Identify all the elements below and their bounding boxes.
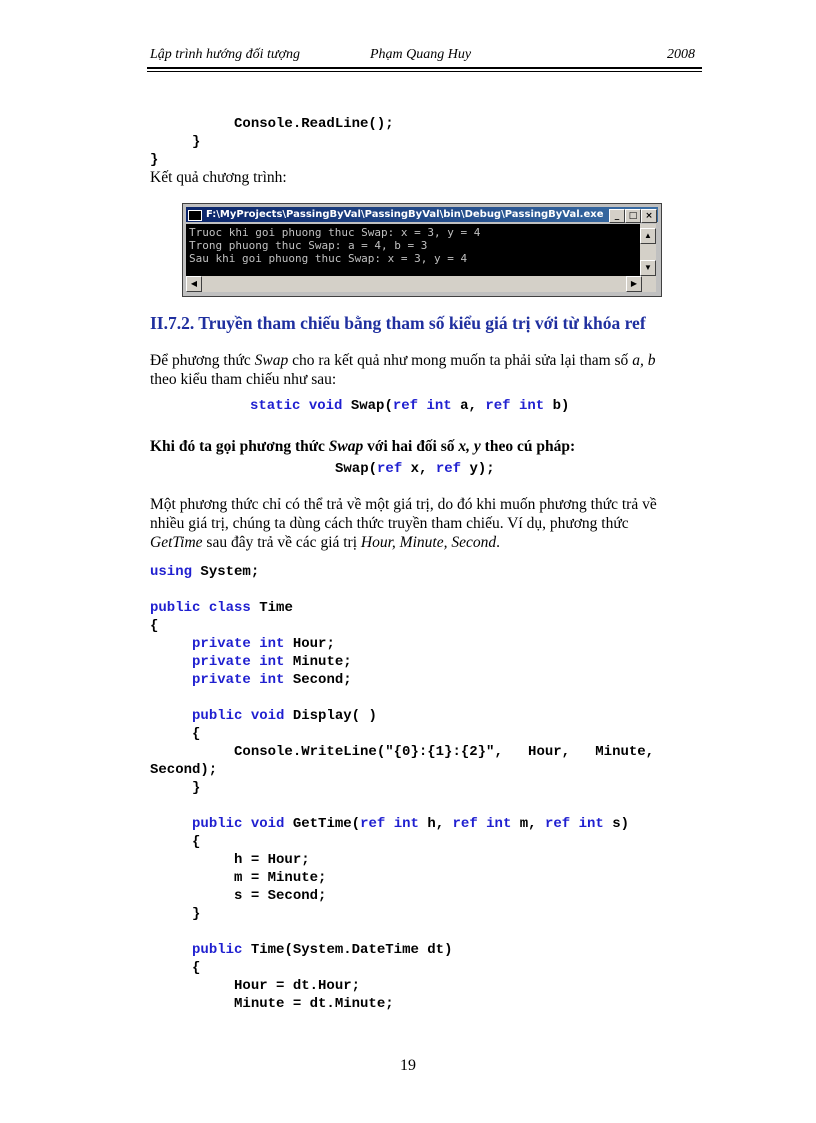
code-text: x,	[410, 461, 428, 477]
code-line: {	[150, 834, 201, 850]
console-line: Sau khi goi phuong thuc Swap: x = 3, y = 4	[189, 252, 468, 265]
code-line: {	[150, 618, 159, 634]
code-line: private int Second;	[192, 672, 352, 688]
arg-names: x, y	[458, 438, 481, 455]
header-center: Phạm Quang Huy	[370, 47, 472, 62]
bold-text: với hai đối số	[363, 438, 459, 455]
code-keyword: ref	[485, 398, 511, 414]
minimize-button[interactable]: _	[609, 209, 625, 223]
para-text: sau đây trả về các giá trị	[202, 534, 361, 551]
para-text: Để phương thức	[150, 352, 255, 369]
code-keyword: ref	[392, 398, 419, 414]
code-line: }	[150, 780, 201, 796]
code-line: Console.ReadLine();	[150, 116, 394, 132]
para-line	[150, 533, 695, 552]
code-line: private int Hour;	[192, 636, 335, 652]
code-line: {	[150, 726, 201, 742]
para-line: Một phương thức chỉ có thể trả về một giá trị, do đó khi muốn phương thức trả về	[150, 496, 657, 513]
code-class-listing	[150, 563, 654, 1013]
code-line: Second);	[150, 762, 218, 778]
para-text: theo kiểu tham chiếu như sau:	[150, 371, 337, 388]
scroll-left-icon[interactable]: ◀	[186, 276, 202, 292]
console-line: Trong phuong thuc Swap: a = 4, b = 3	[189, 239, 428, 252]
scroll-up-icon[interactable]: ▲	[640, 228, 656, 244]
console-window	[182, 203, 662, 297]
code-signature	[250, 397, 569, 415]
header-right: 2008	[667, 47, 695, 62]
code-text: a,	[460, 398, 477, 414]
value-names: Hour, Minute, Second	[360, 534, 497, 551]
scroll-right-icon[interactable]: ▶	[626, 276, 642, 292]
code-keyword: int	[518, 398, 545, 414]
method-name: Swap	[328, 438, 364, 455]
code-line: Minute = dt.Minute;	[150, 996, 394, 1012]
code-line: {	[150, 960, 201, 976]
maximize-button[interactable]: □	[625, 209, 641, 223]
code-line	[150, 797, 654, 815]
code-line: Console.WriteLine("{0}:{1}:{2}", Hour, Minute,	[150, 744, 655, 760]
code-text: y);	[469, 461, 495, 477]
result-label: Kết quả chương trình:	[150, 169, 287, 186]
method-name: Swap	[254, 352, 289, 369]
code-line: }	[150, 134, 201, 150]
para-text: .	[496, 534, 500, 551]
bold-text: theo cú pháp:	[480, 438, 576, 455]
header-rule-thin	[147, 71, 702, 72]
code-line: public Time(System.DateTime dt)	[192, 942, 453, 958]
method-name: GetTime	[150, 534, 203, 551]
code-line: using System;	[150, 564, 260, 580]
code-text: b)	[552, 398, 570, 414]
code-text: Swap(	[350, 398, 393, 414]
code-line: }	[150, 906, 201, 922]
code-keyword: int	[426, 398, 452, 414]
section-heading: II.7.2. Truyền tham chiếu bằng tham số kiểu giá trị với từ khóa ref	[150, 313, 646, 333]
scroll-down-icon[interactable]: ▼	[640, 260, 656, 276]
paragraph-1	[150, 351, 695, 389]
horizontal-scrollbar[interactable]	[186, 276, 656, 292]
code-line	[150, 689, 654, 707]
code-line	[150, 923, 654, 941]
code-keyword: void	[308, 398, 343, 414]
code-line: public class Time	[150, 600, 293, 616]
code-line: m = Minute;	[150, 870, 327, 886]
code-call	[335, 460, 495, 478]
console-screen	[186, 224, 640, 276]
code-line: s = Second;	[150, 888, 327, 904]
console-titlebar[interactable]	[186, 207, 658, 222]
code-text: Swap(	[335, 461, 378, 477]
header-left: Lập trình hướng đối tượng	[150, 47, 301, 62]
header-rule	[147, 67, 702, 69]
code-line: Hour = dt.Hour;	[150, 978, 361, 994]
para-line: nhiều giá trị, chúng ta dùng cách thức truyền tham chiếu. Ví dụ, phương thức	[150, 515, 629, 532]
console-icon	[188, 210, 202, 221]
code-line: }	[150, 152, 159, 168]
code-line: public void GetTime(ref int h, ref int m, ref int s)	[192, 816, 630, 832]
code-line: public void Display( )	[192, 708, 377, 724]
code-keyword: static	[250, 398, 301, 414]
code-keyword: ref	[435, 461, 462, 477]
code-line: private int Minute;	[192, 654, 352, 670]
param-names: a, b	[632, 352, 656, 369]
code-keyword: ref	[377, 461, 403, 477]
code-top	[150, 97, 394, 169]
vertical-scrollbar[interactable]	[640, 224, 656, 276]
paragraph-2	[150, 495, 695, 552]
para-text: cho ra kết quả như mong muốn ta phải sửa lại tham số	[288, 352, 633, 369]
page-number: 19	[400, 1057, 416, 1074]
code-line	[150, 581, 654, 599]
close-button[interactable]: ×	[641, 209, 657, 223]
console-line: Truoc khi goi phuong thuc Swap: x = 3, y = 4	[189, 226, 481, 239]
bold-text: Khi đó ta gọi phương thức	[150, 438, 329, 455]
bold-line	[150, 437, 575, 456]
code-line: h = Hour;	[150, 852, 310, 868]
console-title: F:\MyProjects\PassingByVal\PassingByVal\bin\Debug\PassingByVal.exe	[206, 209, 604, 220]
